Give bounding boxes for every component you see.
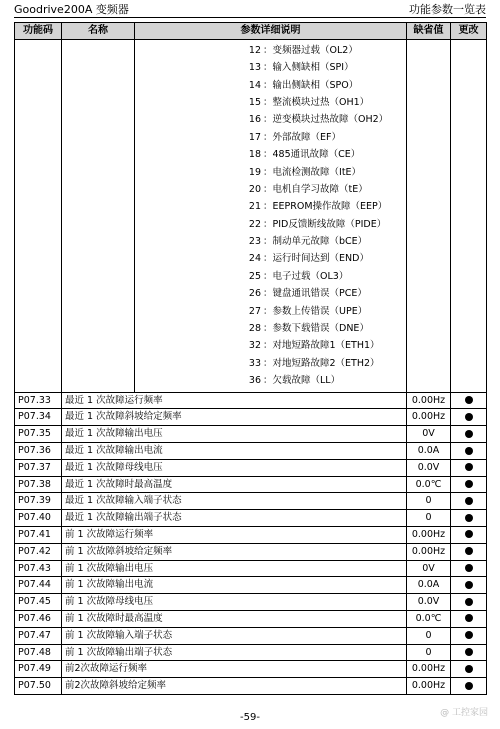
fault-item	[239, 77, 406, 94]
param-code: P07.34	[15, 409, 62, 426]
table-row	[15, 594, 487, 611]
change-dot-icon	[465, 682, 473, 690]
table-row	[15, 526, 487, 543]
fault-number: 17	[248, 131, 261, 143]
fault-text: 逆变模块过热故障（OH2）	[272, 114, 389, 126]
param-default: 0.0A	[407, 577, 451, 594]
fault-item	[239, 372, 406, 389]
param-name: 前 1 次故障输出端子状态	[62, 644, 407, 661]
fault-separator: ：	[263, 149, 273, 161]
param-change	[451, 661, 487, 678]
fault-item	[239, 233, 406, 250]
fault-text: 参数上传错误（UPE）	[272, 305, 368, 317]
change-dot-icon	[465, 530, 473, 538]
param-change	[451, 678, 487, 695]
table-row	[15, 426, 487, 443]
fault-number: 36	[248, 375, 261, 387]
param-code: P07.47	[15, 627, 62, 644]
fault-number: 14	[248, 79, 261, 91]
param-change	[451, 409, 487, 426]
table-row	[15, 409, 487, 426]
change-dot-icon	[465, 564, 473, 572]
param-code: P07.44	[15, 577, 62, 594]
table-row	[15, 661, 487, 678]
param-change	[451, 426, 487, 443]
param-change	[451, 476, 487, 493]
param-name: 前 1 次故障时最高温度	[62, 610, 407, 627]
fault-number: 21	[248, 201, 261, 213]
fault-text: 整流模块过热（OH1）	[272, 96, 370, 108]
fault-item	[239, 337, 406, 354]
param-default: 0V	[407, 560, 451, 577]
page-number: -59-	[240, 712, 260, 723]
param-default: 0.00Hz	[407, 526, 451, 543]
fault-separator: ：	[263, 62, 273, 74]
change-dot-icon	[465, 447, 473, 455]
fault-separator: ：	[263, 236, 273, 248]
fault-separator: ：	[263, 201, 273, 213]
fault-text: 对地短路故障2（ETH2）	[272, 357, 380, 369]
param-name: 前2次故障斜坡给定频率	[62, 678, 407, 695]
fault-item	[239, 111, 406, 128]
fault-text: 电流检测故障（ItE）	[272, 166, 362, 178]
change-dot-icon	[465, 581, 473, 589]
fault-text: 输出侧缺相（SPO）	[272, 79, 359, 91]
param-code: P07.40	[15, 510, 62, 527]
param-name: 最近 1 次故障运行频率	[62, 392, 407, 409]
fault-text: 电子过载（OL3）	[272, 270, 349, 282]
fault-number: 32	[248, 340, 261, 352]
fault-text: 电机自学习故障（tE）	[272, 183, 368, 195]
fault-number: 19	[248, 166, 261, 178]
fault-number: 25	[248, 270, 261, 282]
param-change	[451, 543, 487, 560]
fault-separator: ：	[263, 166, 273, 178]
change-dot-icon	[465, 396, 473, 404]
param-default: 0.00Hz	[407, 409, 451, 426]
fault-number: 13	[248, 62, 261, 74]
change-dot-icon	[465, 665, 473, 673]
param-change	[451, 577, 487, 594]
change-dot-icon	[465, 497, 473, 505]
param-default: 0V	[407, 426, 451, 443]
fault-item	[239, 164, 406, 181]
fault-number: 28	[248, 323, 261, 335]
header-rule	[14, 17, 486, 18]
fault-text: 对地短路故障1（ETH1）	[272, 340, 380, 352]
param-code: P07.39	[15, 493, 62, 510]
param-code: P07.43	[15, 560, 62, 577]
fault-separator: ：	[263, 375, 273, 387]
change-dot-icon	[465, 480, 473, 488]
fault-item	[239, 42, 406, 59]
fault-type-row	[15, 39, 487, 392]
fault-list-cell	[135, 39, 407, 392]
fault-text: 欠载故障（LL）	[272, 375, 341, 387]
change-dot-icon	[465, 631, 473, 639]
table-row	[15, 610, 487, 627]
fault-number: 16	[248, 114, 261, 126]
fault-separator: ：	[263, 340, 273, 352]
fault-text: 键盘通讯错误（PCE）	[272, 288, 367, 300]
param-name: 前 1 次故障输出电流	[62, 577, 407, 594]
param-change	[451, 459, 487, 476]
col-header-detail: 参数详细说明	[135, 23, 407, 40]
param-default: 0.0V	[407, 594, 451, 611]
fault-code-cell	[15, 39, 62, 392]
fault-text: 外部故障（EF）	[272, 131, 341, 143]
param-name: 最近 1 次故障时最高温度	[62, 476, 407, 493]
fault-number: 23	[248, 236, 261, 248]
fault-separator: ：	[263, 218, 273, 230]
param-default: 0.0A	[407, 443, 451, 460]
fault-list	[135, 40, 406, 392]
table-row	[15, 627, 487, 644]
fault-text: 输入侧缺相（SPI）	[272, 62, 354, 74]
fault-separator: ：	[263, 44, 273, 56]
param-default: 0.00Hz	[407, 678, 451, 695]
fault-separator: ：	[263, 323, 273, 335]
fault-text: 变频器过载（OL2）	[272, 44, 358, 56]
table-row	[15, 443, 487, 460]
change-dot-icon	[465, 430, 473, 438]
param-change	[451, 526, 487, 543]
param-code: P07.46	[15, 610, 62, 627]
col-header-change: 更改	[451, 23, 487, 40]
table-header-row	[15, 23, 487, 40]
fault-separator: ：	[263, 96, 273, 108]
param-name: 最近 1 次故障母线电压	[62, 459, 407, 476]
fault-text: 参数下载错误（DNE）	[272, 323, 369, 335]
param-default: 0.0V	[407, 459, 451, 476]
table-row	[15, 510, 487, 527]
fault-number: 18	[248, 149, 261, 161]
fault-item	[239, 198, 406, 215]
fault-text: 运行时间达到（END）	[272, 253, 369, 265]
table-row	[15, 493, 487, 510]
param-default: 0.00Hz	[407, 392, 451, 409]
fault-number: 20	[248, 183, 261, 195]
col-header-default: 缺省值	[407, 23, 451, 40]
param-default: 0.0℃	[407, 476, 451, 493]
param-code: P07.33	[15, 392, 62, 409]
table-row	[15, 644, 487, 661]
fault-separator: ：	[263, 253, 273, 265]
fault-item	[239, 320, 406, 337]
change-dot-icon	[465, 598, 473, 606]
fault-number: 22	[248, 218, 261, 230]
param-code: P07.45	[15, 594, 62, 611]
param-change	[451, 510, 487, 527]
fault-text: 制动单元故障（bCE）	[272, 236, 368, 248]
fault-item	[239, 268, 406, 285]
fault-separator: ：	[263, 288, 273, 300]
param-default: 0	[407, 493, 451, 510]
watermark: @ 工控家园	[440, 708, 488, 718]
param-default: 0.00Hz	[407, 661, 451, 678]
param-name: 前 1 次故障母线电压	[62, 594, 407, 611]
fault-separator: ：	[263, 305, 273, 317]
fault-separator: ：	[263, 131, 273, 143]
fault-item	[239, 59, 406, 76]
param-code: P07.37	[15, 459, 62, 476]
param-change	[451, 443, 487, 460]
param-name: 前 1 次故障输入端子状态	[62, 627, 407, 644]
table-row	[15, 560, 487, 577]
param-name: 最近 1 次故障输出电压	[62, 426, 407, 443]
param-code: P07.50	[15, 678, 62, 695]
fault-separator: ：	[263, 357, 273, 369]
table-row	[15, 476, 487, 493]
param-name: 前 1 次故障斜坡给定频率	[62, 543, 407, 560]
col-header-name: 名称	[62, 23, 135, 40]
header-section: 功能参数一览表	[409, 3, 486, 16]
fault-number: 33	[248, 357, 261, 369]
param-code: P07.48	[15, 644, 62, 661]
param-code: P07.42	[15, 543, 62, 560]
param-code: P07.36	[15, 443, 62, 460]
change-dot-icon	[465, 547, 473, 555]
param-name: 最近 1 次故障输出电流	[62, 443, 407, 460]
header-title: Goodrive200A 变频器	[14, 3, 129, 16]
fault-item	[239, 129, 406, 146]
fault-item	[239, 146, 406, 163]
fault-separator: ：	[263, 114, 273, 126]
param-default: 0.0℃	[407, 610, 451, 627]
param-code: P07.35	[15, 426, 62, 443]
change-dot-icon	[465, 463, 473, 471]
fault-item	[239, 285, 406, 302]
param-name: 前2次故障运行频率	[62, 661, 407, 678]
fault-item	[239, 250, 406, 267]
fault-text: PID反馈断线故障（PIDE）	[272, 218, 387, 230]
param-name: 最近 1 次故障输入端子状态	[62, 493, 407, 510]
param-code: P07.41	[15, 526, 62, 543]
change-dot-icon	[465, 648, 473, 656]
fault-number: 24	[248, 253, 261, 265]
param-change	[451, 644, 487, 661]
param-change	[451, 627, 487, 644]
fault-number: 12	[248, 44, 261, 56]
fault-text: 485通讯故障（CE）	[272, 149, 361, 161]
fault-text: EEPROM操作故障（EEP）	[272, 201, 388, 213]
param-name: 前 1 次故障运行频率	[62, 526, 407, 543]
parameter-table	[14, 22, 487, 695]
param-change	[451, 560, 487, 577]
fault-separator: ：	[263, 270, 273, 282]
param-default: 0.00Hz	[407, 543, 451, 560]
fault-number: 15	[248, 96, 261, 108]
fault-item	[239, 216, 406, 233]
param-code: P07.38	[15, 476, 62, 493]
fault-name-cell	[62, 39, 135, 392]
param-name: 前 1 次故障输出电压	[62, 560, 407, 577]
change-dot-icon	[465, 413, 473, 421]
table-row	[15, 459, 487, 476]
change-dot-icon	[465, 514, 473, 522]
param-change	[451, 594, 487, 611]
param-change	[451, 493, 487, 510]
fault-separator: ：	[263, 79, 273, 91]
table-row	[15, 543, 487, 560]
fault-number: 27	[248, 305, 261, 317]
fault-item	[239, 303, 406, 320]
change-dot-icon	[465, 614, 473, 622]
param-code: P07.49	[15, 661, 62, 678]
fault-item	[239, 94, 406, 111]
param-name: 最近 1 次故障斜坡给定频率	[62, 409, 407, 426]
param-default: 0	[407, 510, 451, 527]
fault-item	[239, 355, 406, 372]
fault-change-cell	[451, 39, 487, 392]
fault-number: 26	[248, 288, 261, 300]
fault-separator: ：	[263, 183, 273, 195]
table-row	[15, 678, 487, 695]
param-name: 最近 1 次故障输出端子状态	[62, 510, 407, 527]
param-default: 0	[407, 644, 451, 661]
fault-item	[239, 181, 406, 198]
fault-default-cell	[407, 39, 451, 392]
param-change	[451, 392, 487, 409]
param-change	[451, 610, 487, 627]
table-row	[15, 577, 487, 594]
table-row	[15, 392, 487, 409]
param-default: 0	[407, 627, 451, 644]
col-header-code: 功能码	[15, 23, 62, 40]
